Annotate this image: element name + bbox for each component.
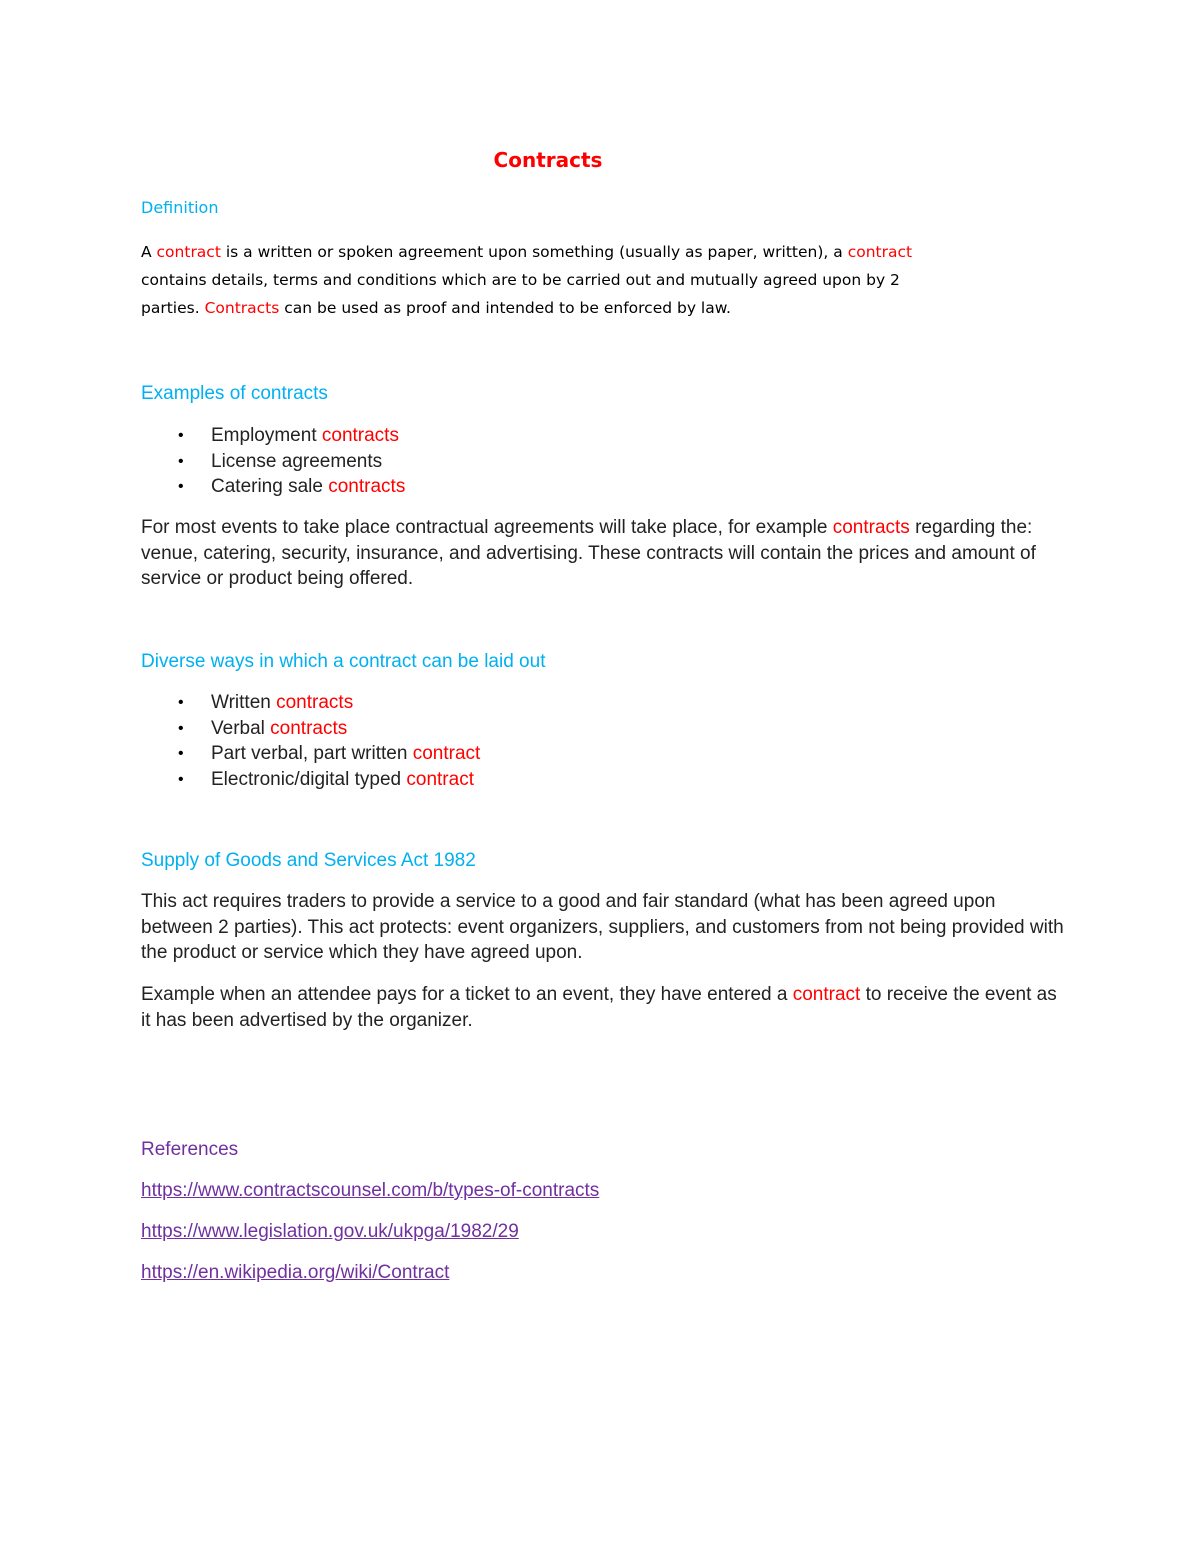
- reference-link[interactable]: https://en.wikipedia.org/wiki/Contract: [141, 1262, 450, 1283]
- bullet-icon: •: [178, 478, 184, 495]
- list-item: • Verbal contracts: [141, 716, 480, 742]
- list-item: • Employment contracts: [141, 423, 405, 449]
- definition-line-1: A contract is a written or spoken agreement upon something (usually as paper, written), a contract: [141, 243, 913, 261]
- bullet-icon: •: [178, 694, 184, 711]
- bullet-icon: •: [178, 745, 184, 762]
- list-item: • Electronic/digital typed contract: [141, 767, 480, 793]
- list-item: • License agreements: [141, 449, 405, 475]
- bullet-icon: •: [178, 427, 184, 444]
- contract-keyword: contract: [792, 984, 861, 1005]
- bullet-icon: •: [178, 770, 184, 788]
- contract-keyword: contract: [847, 243, 913, 261]
- reference-link[interactable]: https://www.legislation.gov.uk/ukpga/1982/29: [141, 1221, 519, 1242]
- act-paragraph-1: This act requires traders to provide a service to a good and fair standard (what has been agreed upon between 2 parties). This act protects: event organizers, suppliers, and customers from not being provided with the product or service which they have agreed upon.: [141, 891, 1064, 963]
- contract-keyword: Contracts: [204, 299, 280, 317]
- reference-link[interactable]: https://www.contractscounsel.com/b/types-of-contracts: [141, 1180, 600, 1201]
- page-title: Contracts: [493, 148, 603, 172]
- examples-heading: Examples of contracts: [141, 383, 328, 404]
- definition-line-3: parties. Contracts can be used as proof and intended to be enforced by law.: [141, 299, 731, 317]
- bullet-icon: •: [178, 719, 184, 737]
- diverse-list: [141, 690, 480, 792]
- definition-line-2: contains details, terms and conditions which are to be carried out and mutually agreed upon by 2: [141, 271, 900, 289]
- definition-heading: Definition: [141, 198, 219, 217]
- contract-keyword: contract: [156, 243, 221, 261]
- list-item: • Written contracts: [141, 690, 480, 716]
- list-item: • Catering sale contracts: [141, 474, 405, 500]
- list-item: • Part verbal, part written contract: [141, 741, 480, 767]
- examples-list: [141, 423, 405, 500]
- diverse-heading: Diverse ways in which a contract can be laid out: [141, 651, 546, 672]
- act-paragraph-2: Example when an attendee pays for a ticket to an event, they have entered a contract to receive the event as it has been advertised by the organizer.: [141, 984, 1057, 1031]
- act-heading: Supply of Goods and Services Act 1982: [141, 850, 476, 871]
- examples-paragraph: For most events to take place contractual agreements will take place, for example contracts regarding the: venue, catering, security, insurance, and advertising. These contracts will contain the prices and amount of service or product being offered.: [141, 517, 1036, 589]
- bullet-icon: •: [178, 452, 184, 470]
- contract-keyword: contracts: [832, 517, 910, 538]
- references-heading: References: [141, 1139, 239, 1160]
